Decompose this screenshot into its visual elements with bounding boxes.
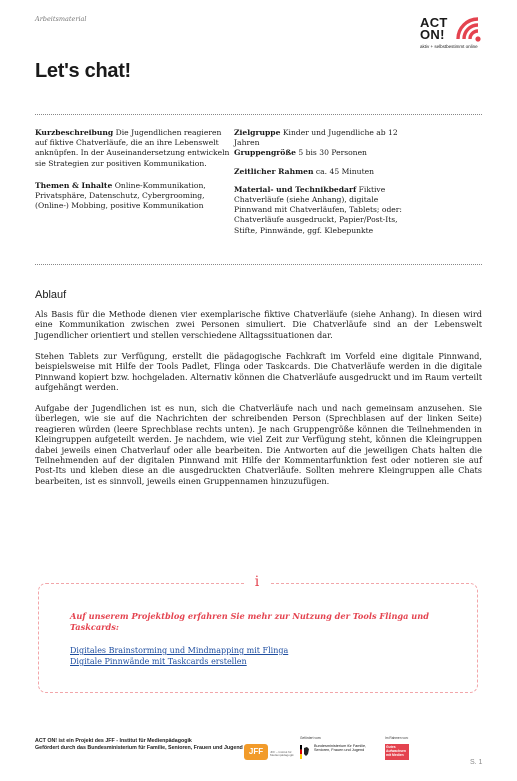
logo-wordmark (420, 17, 448, 41)
summary-item-gruppengroesse (234, 148, 406, 158)
summary-item-zeitlicher-rahmen (234, 167, 406, 177)
section-body (35, 309, 482, 497)
jff-logo-text: JFF (248, 747, 264, 756)
summary-value: 5 bis 30 Personen (298, 148, 367, 158)
summary-value: Kinder und Jugendliche ab 12 Jahren (234, 128, 398, 148)
summary-label: Material- und Technikbedarf (234, 184, 357, 194)
info-icon (244, 571, 270, 593)
page-title: Let's chat! (35, 60, 131, 82)
summary-item-kurzbeschreibung (35, 128, 232, 169)
summary-item-material (234, 185, 406, 236)
partner-logo-text: Gutes Aufwachsen mit Medien (386, 745, 406, 757)
section-heading: Ablauf (35, 289, 67, 301)
summary-item-themen (35, 181, 232, 212)
info-icon-glyph: i (254, 574, 260, 590)
footer-text (35, 738, 245, 751)
footer-funding-line: Gefördert durch das Bundesministerium für Familie, Senioren, Frauen und Jugend (35, 744, 243, 751)
partner-caption: Im Rahmen von: (385, 736, 409, 740)
divider-bottom (35, 264, 482, 265)
summary-label: Gruppengröße (234, 148, 296, 158)
signal-icon (454, 15, 492, 43)
logo-line1: ACT (420, 15, 448, 30)
divider-top (35, 114, 482, 115)
summary-left-column (35, 128, 232, 219)
summary-label: Kurzbeschreibung (35, 128, 114, 137)
logo-line2: ON! (420, 27, 445, 42)
partner-logo[interactable] (385, 744, 409, 760)
page-number: S. 1 (470, 759, 483, 766)
summary-value: ca. 45 Minuten (315, 166, 375, 176)
paragraph: Stehen Tablets zur Verfügung, erstellt die pädagogische Fachkraft im Vorfeld eine digitale Pinnwand, beispielsweise mit Hilfe der Tools Padlet, Flinga oder Taskcards. Die Chatverläufe werden in die digitale Pinnwand kopiert bzw. hochgeladen. Alternativ können die Chatverläufe ausgedruckt und im Raum verteilt aufgehängt werden. (35, 350, 482, 393)
paragraph: Aufgabe der Jugendlichen ist es nun, sich die Chatverläufe nach und nach gemeinsam anzusehen. Sie überlegen, wie sie auf die Nachrichten der schreibenden Person (Sprechblasen auf der linken Seite) reagieren würden (leere Sprechblase rechts unten). Je nach Gruppengröße können die Teilnehmenden in Kleingruppen aufgeteilt werden. Je nachdem, wie viel Zeit zur Verfügung steht, können die Kleingruppen dabei jeweils einen Chatverlauf oder alle bearbeiten. Die Antworten auf die jeweiligen Chats halten die Teilnehmenden auf der digitalen Pinnwand mit Hilfe der Kommentarfunktion fest oder notieren sie auf Post-Its und kleben diese an die ausgedruckten Chatverläufe. Sollten mehrere Kleingruppen alle Chats bearbeiten, ist es sinnvoll, jeweils einen Gruppennamen hinzuzufügen. (35, 403, 482, 486)
info-box (38, 583, 478, 693)
summary-item-zielgruppe (234, 128, 406, 148)
jff-logo[interactable] (244, 744, 268, 760)
summary-value: Online-Kommunikation, Privatsphäre, Datenschutz, Cybergrooming, (Online-) Mobbing, positive Kommunikation (35, 180, 206, 211)
act-on-logo[interactable] (420, 15, 492, 51)
summary-value: Fiktive Chatverläufe (siehe Anhang), digitale Pinnwand mit Chatverläufen, Tablets; oder: Chatverläufe ausgedruckt, Papier/Post-Its, Stifte, Pinnwände, ggf. Klebepunkte (234, 184, 402, 235)
footer-project-line: ACT ON! ist ein Projekt des JFF - Institut für Medienpädagogik (35, 738, 192, 744)
summary-value: Die Jugendlichen reagieren auf fiktive Chatverläufe, die an ihre Lebenswelt anknüpfen. In der Auseinandersetzung entwickeln sie Strategien zur positiven Kommunikation. (35, 128, 230, 168)
summary-right-column (234, 128, 406, 244)
link-taskcards[interactable]: Digitale Pinnwände mit Taskcards erstellen (70, 657, 247, 666)
funder-name: Bundesministerium für Familie, Senioren, Frauen und Jugend (314, 744, 367, 753)
federal-eagle-icon (300, 745, 310, 759)
summary-label: Zeitlicher Rahmen (234, 166, 314, 176)
jff-subtitle: JFF – Institut für Medienpädagogik (270, 750, 294, 758)
summary-label: Zielgruppe (234, 128, 281, 137)
summary-label: Themen & Inhalte (35, 180, 113, 190)
paragraph: Als Basis für die Methode dienen vier exemplarische fiktive Chatverläufe (siehe Anhang). In diesen wird eine Kommunikation zwischen zwei Personen simuliert. Die Chatverläufe sind an der Lebenswelt Jugendlicher orientiert und stellen verschiedene Alltagssituationen dar. (35, 309, 482, 340)
funder-caption: Gefördert vom: (300, 736, 322, 740)
logo-tagline: aktiv + selbstbestimmt online (420, 44, 478, 49)
document-kicker: Arbeitsmaterial (35, 15, 87, 23)
info-headline: Auf unserem Projektblog erfahren Sie mehr zur Nutzung der Tools Flinga und Taskcards: (70, 611, 429, 632)
link-flinga[interactable]: Digitales Brainstorming und Mindmapping mit Flinga (70, 646, 289, 655)
